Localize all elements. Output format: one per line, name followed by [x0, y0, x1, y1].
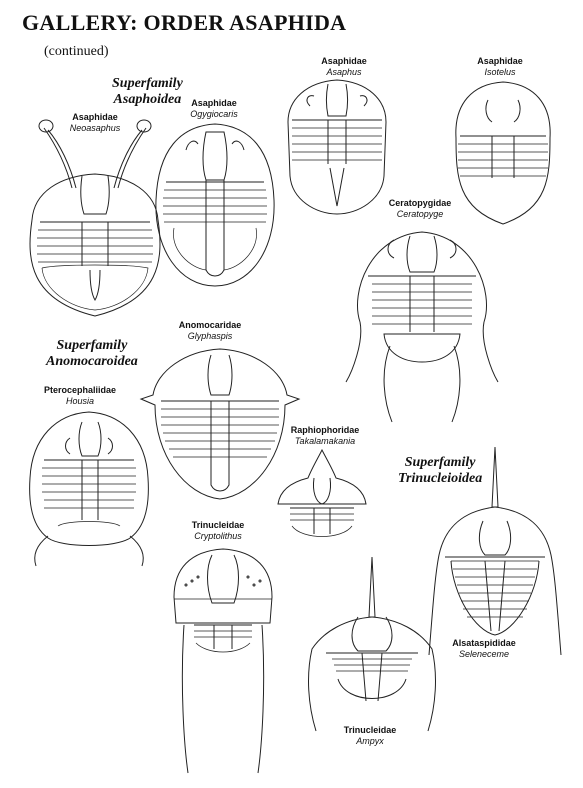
family-name: Ceratopygidae — [388, 198, 452, 208]
superfamily-asaphoidea-line2: Asaphoidea — [113, 92, 182, 107]
takalamakania-illustration — [272, 448, 372, 548]
genus-name: Isotelus — [484, 67, 516, 77]
family-name: Pterocephaliidae — [43, 385, 117, 395]
family-name: Asaphidae — [191, 98, 237, 108]
genus-name: Takalamakania — [294, 436, 356, 446]
specimen-label-asaphus — [304, 56, 384, 78]
superfamily-asaphoidea — [112, 76, 183, 108]
family-name: Alsataspididae — [452, 638, 516, 648]
genus-name: Asaphus — [326, 67, 362, 77]
genus-name: Ceratopyge — [396, 209, 444, 219]
genus-name: Cryptolithus — [194, 531, 242, 541]
superfamily-trinucleioidea-line2: Trinucleioidea — [398, 471, 483, 486]
ampyx-illustration — [302, 555, 442, 735]
specimen-label-housia — [30, 385, 130, 407]
family-name: Asaphidae — [477, 56, 523, 66]
family-name: Trinucleidae — [191, 520, 245, 530]
superfamily-anomocaroidea-line1: Superfamily — [56, 338, 128, 353]
genus-name: Ampyx — [356, 736, 384, 746]
genus-name: Ogygiocaris — [190, 109, 238, 119]
family-name: Raphiophoridae — [290, 425, 360, 435]
family-name: Trinucleidae — [343, 725, 397, 735]
genus-name: Neoasaphus — [69, 123, 121, 133]
page-title: GALLERY: ORDER ASAPHIDA — [22, 10, 347, 35]
specimen-label-ogygiocaris — [174, 98, 254, 120]
cryptolithus-illustration — [168, 545, 278, 775]
seleneceme-illustration — [425, 445, 565, 665]
isotelus-illustration — [448, 78, 558, 228]
superfamily-anomocaroidea-line2: Anomocaroidea — [46, 354, 138, 369]
superfamily-anomocaroidea — [46, 338, 138, 370]
asaphus-illustration — [282, 76, 392, 216]
genus-name: Seleneceme — [458, 649, 510, 659]
genus-name: Housia — [65, 396, 94, 406]
ceratopyge-illustration — [340, 222, 505, 427]
family-name: Asaphidae — [72, 112, 118, 122]
family-name: Anomocaridae — [178, 320, 242, 330]
ogygiocaris-illustration — [150, 120, 280, 290]
superfamily-asaphoidea-line1: Superfamily — [112, 76, 183, 91]
superfamily-trinucleioidea-line1: Superfamily — [404, 455, 476, 470]
neoasaphus-illustration — [20, 110, 170, 320]
specimen-label-glyphaspis — [160, 320, 260, 342]
genus-name: Glyphaspis — [187, 331, 233, 341]
page-subtitle: (continued) — [44, 44, 109, 59]
housia-illustration — [22, 408, 157, 568]
family-name: Asaphidae — [321, 56, 367, 66]
specimen-label-cryptolithus — [168, 520, 268, 542]
specimen-label-isotelus — [460, 56, 540, 78]
